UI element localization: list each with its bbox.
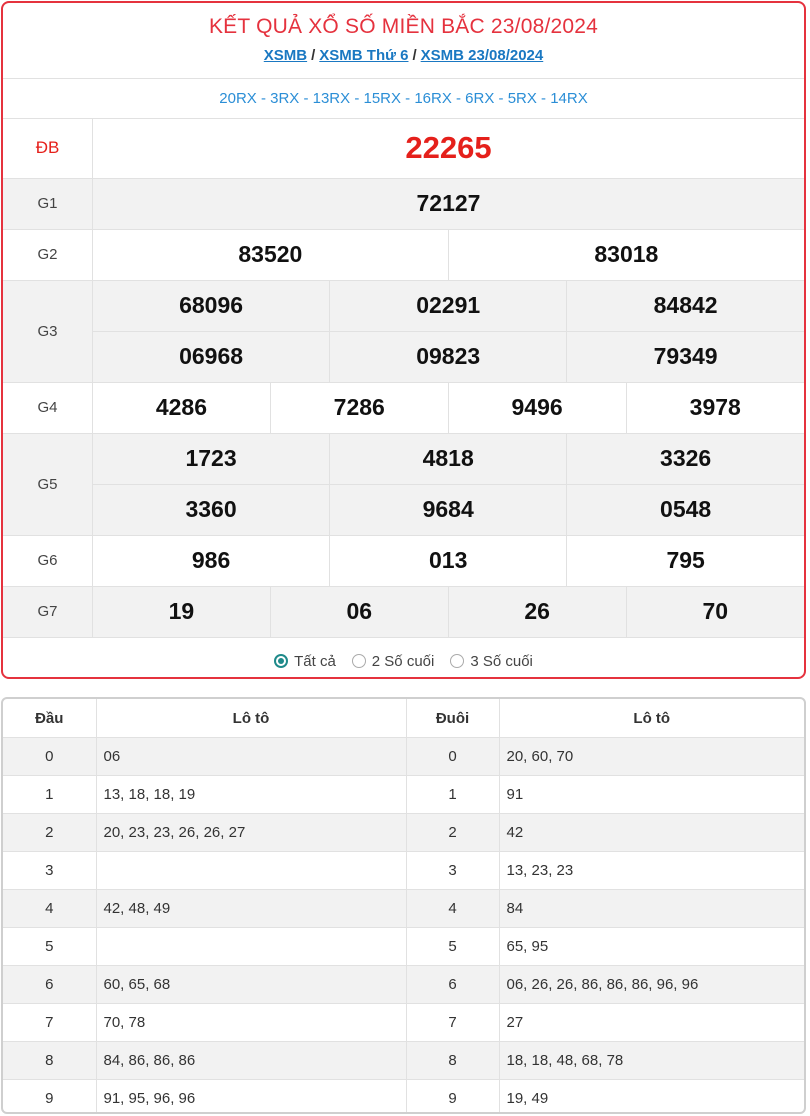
prize-number: 7286 [270, 382, 448, 433]
prize-row-db [3, 119, 804, 178]
breadcrumb-separator: / [311, 47, 316, 64]
breadcrumb [3, 47, 804, 64]
prize-table [3, 119, 804, 638]
loto-duoi-values: 06, 26, 26, 86, 86, 86, 96, 96 [499, 966, 804, 1004]
loto-duoi: 1 [406, 776, 499, 814]
prize-row-g1 [3, 178, 804, 229]
loto-row [3, 852, 804, 890]
prize-number: 83520 [93, 229, 449, 280]
prize-number: 4818 [330, 433, 567, 484]
loto-table [3, 699, 804, 1114]
link-xsmb-date[interactable]: XSMB 23/08/2024 [420, 47, 544, 64]
loto-dau: 4 [3, 890, 96, 928]
loto-dau-values: 06 [96, 738, 406, 776]
prize-number: 79349 [567, 331, 804, 382]
loto-dau-values: 20, 23, 23, 26, 26, 27 [96, 814, 406, 852]
filter-all-radio[interactable] [274, 653, 336, 670]
results-header [3, 3, 804, 79]
prize-number: 83018 [448, 229, 804, 280]
prize-label: G7 [3, 586, 93, 637]
prize-row-g2 [3, 229, 804, 280]
prize-number: 02291 [330, 280, 567, 331]
loto-duoi-values: 13, 23, 23 [499, 852, 804, 890]
link-xsmb[interactable]: XSMB [263, 47, 308, 64]
loto-dau-values: 70, 78 [96, 1004, 406, 1042]
loto-row [3, 776, 804, 814]
loto-row [3, 1004, 804, 1042]
prize-number: 84842 [567, 280, 804, 331]
prize-number: 09823 [330, 331, 567, 382]
loto-row [3, 814, 804, 852]
prize-number: 70 [626, 586, 804, 637]
prize-label: G2 [3, 229, 93, 280]
loto-duoi-values: 20, 60, 70 [499, 738, 804, 776]
loto-duoi: 9 [406, 1080, 499, 1115]
loto-duoi: 6 [406, 966, 499, 1004]
loto-header-values: Lô tô [96, 699, 406, 738]
prize-number: 3326 [567, 433, 804, 484]
loto-duoi: 0 [406, 738, 499, 776]
prize-label: G6 [3, 535, 93, 586]
loto-duoi-values: 91 [499, 776, 804, 814]
loto-duoi-values: 42 [499, 814, 804, 852]
loto-row [3, 1042, 804, 1080]
loto-row [3, 738, 804, 776]
filter-label: 2 Số cuối [371, 652, 435, 670]
page-title: KẾT QUẢ XỔ SỐ MIỀN BẮC 23/08/2024 [208, 15, 599, 38]
filter-last-3-radio[interactable] [450, 653, 533, 670]
loto-dau-values: 60, 65, 68 [96, 966, 406, 1004]
prize-number: 9496 [448, 382, 626, 433]
prize-number: 986 [93, 535, 330, 586]
loto-dau: 3 [3, 852, 96, 890]
prize-label: G4 [3, 382, 93, 433]
loto-duoi: 7 [406, 1004, 499, 1042]
loto-dau: 0 [3, 738, 96, 776]
loto-dau: 8 [3, 1042, 96, 1080]
filter-label: 3 Số cuối [470, 652, 533, 670]
prize-number: 4286 [93, 382, 271, 433]
loto-duoi-values: 65, 95 [499, 928, 804, 966]
prize-number: 1723 [93, 433, 330, 484]
radio-unchecked-icon [450, 654, 464, 668]
loto-dau-values [96, 852, 406, 890]
prize-number: 19 [93, 586, 271, 637]
filter-last-2-radio[interactable] [352, 653, 435, 670]
loto-dau-values: 42, 48, 49 [96, 890, 406, 928]
prize-number: 26 [448, 586, 626, 637]
prize-number: 0548 [567, 484, 804, 535]
loto-duoi: 2 [406, 814, 499, 852]
prize-number: 9684 [330, 484, 567, 535]
special-prize-number: 22265 [93, 119, 805, 178]
loto-duoi-values: 27 [499, 1004, 804, 1042]
special-codes: 20RX - 3RX - 13RX - 15RX - 16RX - 6RX - 5RX - 14RX [3, 79, 804, 119]
loto-dau-values: 84, 86, 86, 86 [96, 1042, 406, 1080]
results-card [1, 1, 806, 679]
prize-row-g3 [3, 331, 804, 382]
loto-dau: 7 [3, 1004, 96, 1042]
loto-row [3, 890, 804, 928]
loto-dau: 5 [3, 928, 96, 966]
prize-label: G5 [3, 433, 93, 535]
loto-duoi: 4 [406, 890, 499, 928]
loto-duoi: 5 [406, 928, 499, 966]
loto-duoi-values: 18, 18, 48, 68, 78 [499, 1042, 804, 1080]
prize-number: 68096 [93, 280, 330, 331]
loto-row [3, 1080, 804, 1115]
prize-row-g5 [3, 484, 804, 535]
loto-dau-values: 13, 18, 18, 19 [96, 776, 406, 814]
loto-header-dau: Đầu [3, 699, 96, 738]
loto-dau-values: 91, 95, 96, 96 [96, 1080, 406, 1115]
loto-header-duoi: Đuôi [406, 699, 499, 738]
prize-number: 3360 [93, 484, 330, 535]
prize-row-g7 [3, 586, 804, 637]
prize-number: 06 [270, 586, 448, 637]
digit-filter [3, 638, 804, 680]
radio-checked-icon [274, 654, 288, 668]
loto-card [1, 697, 806, 1114]
loto-dau: 9 [3, 1080, 96, 1115]
prize-row-g5 [3, 433, 804, 484]
prize-row-g4 [3, 382, 804, 433]
prize-row-g6 [3, 535, 804, 586]
filter-label: Tất cả [294, 652, 336, 670]
breadcrumb-separator: / [412, 47, 417, 64]
prize-row-g3 [3, 280, 804, 331]
prize-label: G3 [3, 280, 93, 382]
loto-duoi: 3 [406, 852, 499, 890]
link-xsmb-thu-6[interactable]: XSMB Thứ 6 [319, 47, 409, 64]
prize-label: G1 [3, 178, 93, 229]
prize-number: 06968 [93, 331, 330, 382]
loto-header-values: Lô tô [499, 699, 804, 738]
loto-row [3, 966, 804, 1004]
loto-duoi-values: 84 [499, 890, 804, 928]
prize-number: 72127 [93, 178, 805, 229]
prize-number: 795 [567, 535, 804, 586]
prize-label: ĐB [3, 119, 93, 178]
loto-duoi-values: 19, 49 [499, 1080, 804, 1115]
loto-dau: 6 [3, 966, 96, 1004]
loto-row [3, 928, 804, 966]
loto-dau: 2 [3, 814, 96, 852]
loto-header-row [3, 699, 804, 738]
loto-duoi: 8 [406, 1042, 499, 1080]
prize-number: 013 [330, 535, 567, 586]
radio-unchecked-icon [352, 654, 366, 668]
prize-number: 3978 [626, 382, 804, 433]
loto-dau-values [96, 928, 406, 966]
loto-dau: 1 [3, 776, 96, 814]
